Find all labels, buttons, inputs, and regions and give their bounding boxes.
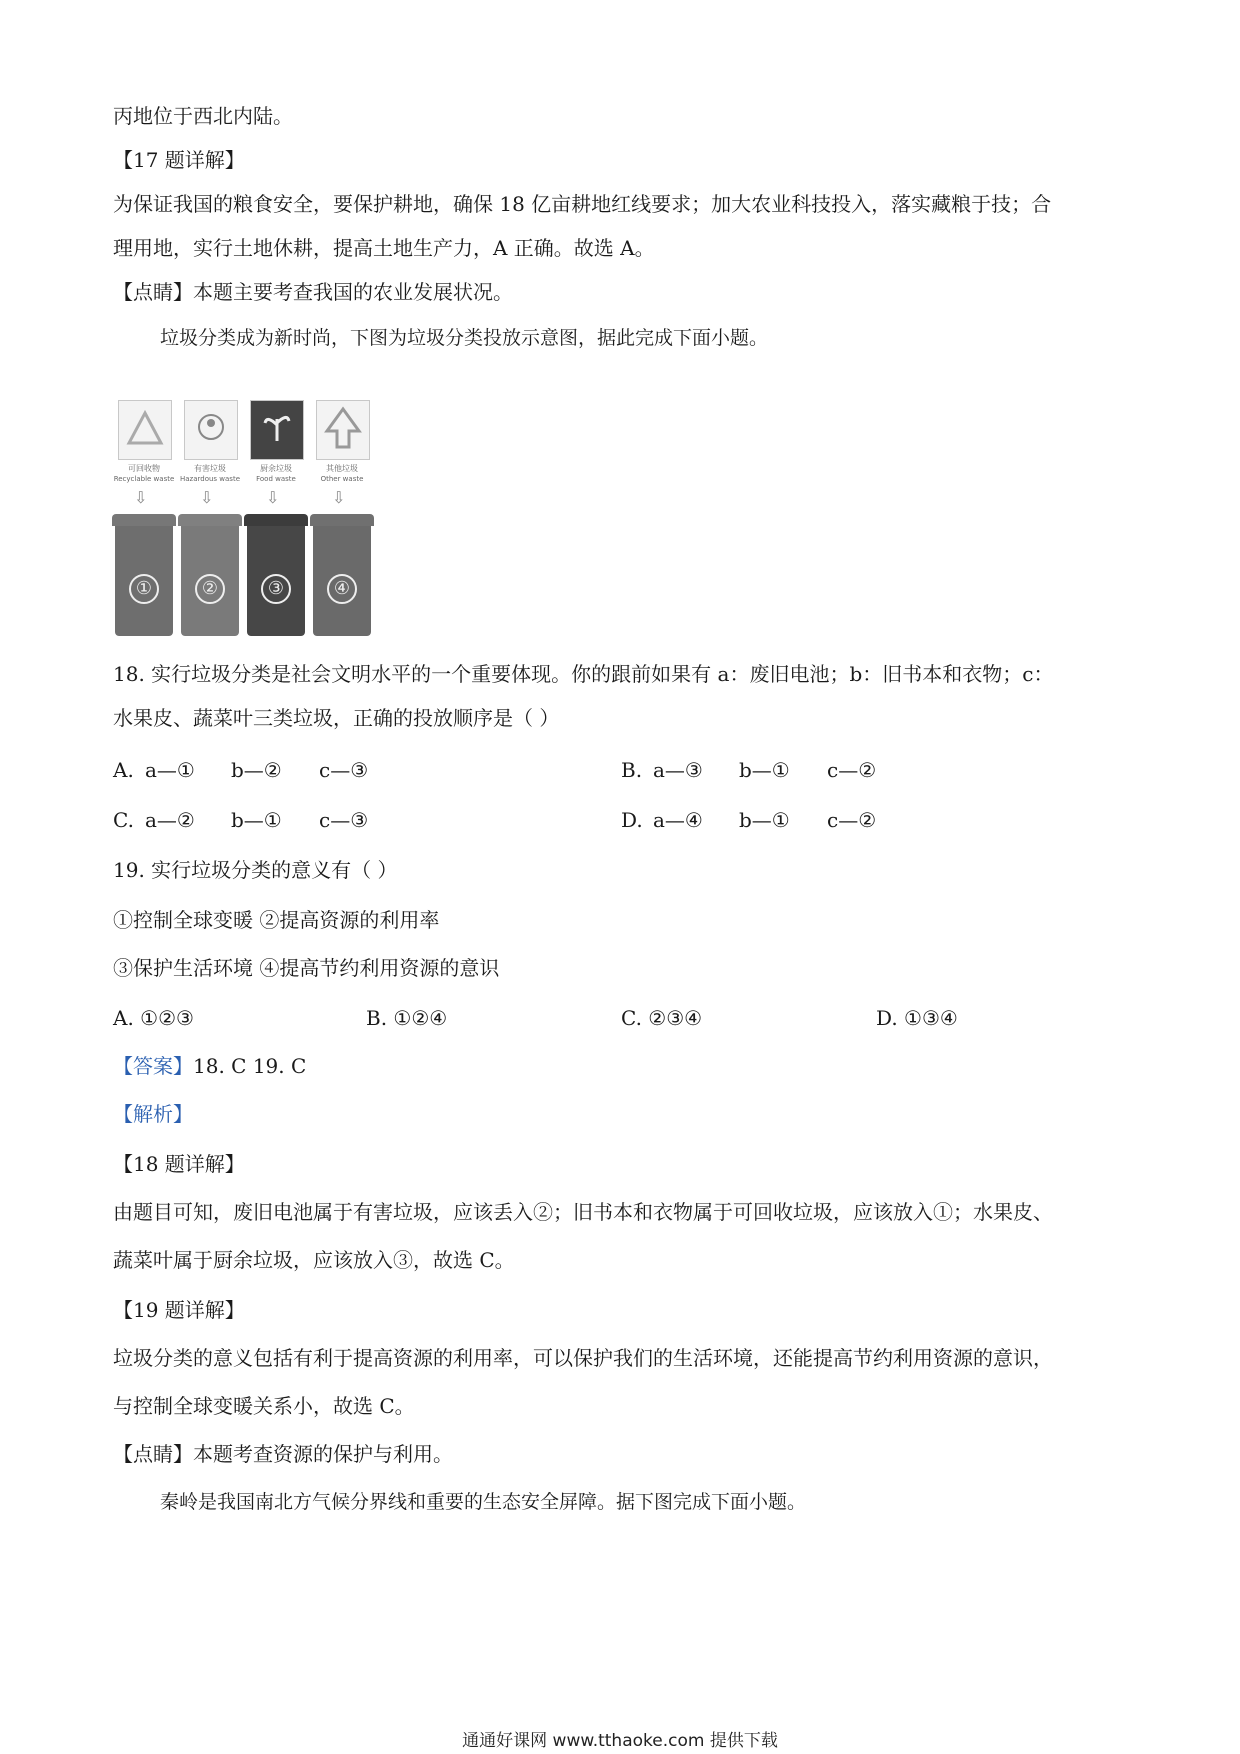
hazard-icon	[184, 400, 238, 460]
text-line: 为保证我国的粮食安全，要保护耕地，确保 18 亿亩耕地红线要求；加大农业科技投入，落实藏粮于技；合	[113, 192, 1052, 216]
bin-body	[313, 526, 371, 636]
bin-lid	[244, 514, 308, 526]
option-b: B. ①②④	[366, 1006, 448, 1030]
page-footer: 通通好课网 www.tthaoke.com 提供下载	[462, 1731, 778, 1751]
bin-caption-en: Other waste	[320, 475, 364, 483]
tip-line: 【点睛】本题考查资源的保护与利用。	[113, 1442, 453, 1466]
tip-line: 【点睛】本题主要考查我国的农业发展状况。	[113, 280, 513, 304]
option-d: D. ①③④	[876, 1006, 958, 1030]
analysis-label: 【解析】	[113, 1102, 193, 1126]
bin-caption: 其他垃圾	[326, 464, 358, 473]
bin-caption-en: Hazardous waste	[179, 475, 241, 483]
arrow-down-icon: ⇩	[266, 488, 280, 507]
arrow-down-icon: ⇩	[332, 488, 346, 507]
text-line: 蔬菜叶属于厨余垃圾，应该放入③，故选 C。	[113, 1248, 515, 1272]
answer-value: 18. C 19. C	[193, 1054, 307, 1078]
bin-recyclable	[112, 398, 176, 636]
answer-label: 【答案】	[113, 1054, 193, 1078]
bin-hazardous	[178, 398, 242, 636]
answer-line	[113, 1052, 306, 1080]
bin-caption-en: Recyclable waste	[113, 475, 175, 483]
section-heading: 【17 题详解】	[113, 148, 245, 172]
option-c: C. a—② b—① c—③	[113, 808, 369, 832]
bin-caption: 厨余垃圾	[260, 464, 292, 473]
text-line: 由题目可知，废旧电池属于有害垃圾，应该丢入②；旧书本和衣物属于可回收垃圾，应该放入①；水果皮、	[113, 1200, 1053, 1224]
section-heading: 【18 题详解】	[113, 1152, 245, 1176]
bin-number: ②	[195, 574, 225, 604]
statement-line: ①控制全球变暖 ②提高资源的利用率	[113, 908, 440, 932]
bin-caption-en: Food waste	[256, 475, 296, 483]
section-heading: 【19 题详解】	[113, 1298, 245, 1322]
option-d: D. a—④ b—① c—②	[621, 808, 877, 832]
statement-line: ③保护生活环境 ④提高节约利用资源的意识	[113, 956, 500, 980]
question-intro: 垃圾分类成为新时尚，下图为垃圾分类投放示意图，据此完成下面小题。	[160, 327, 769, 349]
arrow-down-icon: ⇩	[200, 488, 214, 507]
text-line: 丙地位于西北内陆。	[113, 104, 293, 128]
bin-number: ③	[261, 574, 291, 604]
bin-other	[310, 398, 374, 636]
bin-caption: 可回收物	[128, 464, 160, 473]
bin-number: ①	[129, 574, 159, 604]
other-icon	[316, 400, 370, 460]
text-line: 理用地，实行土地休耕，提高土地生产力，A 正确。故选 A。	[113, 236, 655, 260]
question-stem: 19. 实行垃圾分类的意义有（ ）	[113, 858, 398, 882]
food-icon	[250, 400, 304, 460]
question-stem: 18. 实行垃圾分类是社会文明水平的一个重要体现。你的跟前如果有 a：废旧电池；b：旧书本和衣物；c：	[113, 662, 1054, 686]
bin-lid	[112, 514, 176, 526]
option-c: C. ②③④	[621, 1006, 703, 1030]
option-a: A. ①②③	[113, 1006, 194, 1030]
question-intro: 秦岭是我国南北方气候分界线和重要的生态安全屏障。据下图完成下面小题。	[160, 1491, 807, 1513]
text-line: 与控制全球变暖关系小，故选 C。	[113, 1394, 415, 1418]
bin-caption: 有害垃圾	[194, 464, 226, 473]
bin-lid	[178, 514, 242, 526]
bin-body	[247, 526, 305, 636]
option-a: A. a—① b—② c—③	[113, 758, 369, 782]
arrow-down-icon: ⇩	[134, 488, 148, 507]
bin-food	[244, 398, 308, 636]
bin-body	[115, 526, 173, 636]
recycle-icon	[118, 400, 172, 460]
question-stem: 水果皮、蔬菜叶三类垃圾，正确的投放顺序是（ ）	[113, 706, 560, 730]
text-line: 垃圾分类的意义包括有利于提高资源的利用率，可以保护我们的生活环境，还能提高节约利用资源的意识，	[113, 1346, 1053, 1370]
bin-body	[181, 526, 239, 636]
option-b: B. a—③ b—① c—②	[621, 758, 877, 782]
bin-number: ④	[327, 574, 357, 604]
bin-lid	[310, 514, 374, 526]
garbage-bins-figure	[112, 398, 412, 636]
